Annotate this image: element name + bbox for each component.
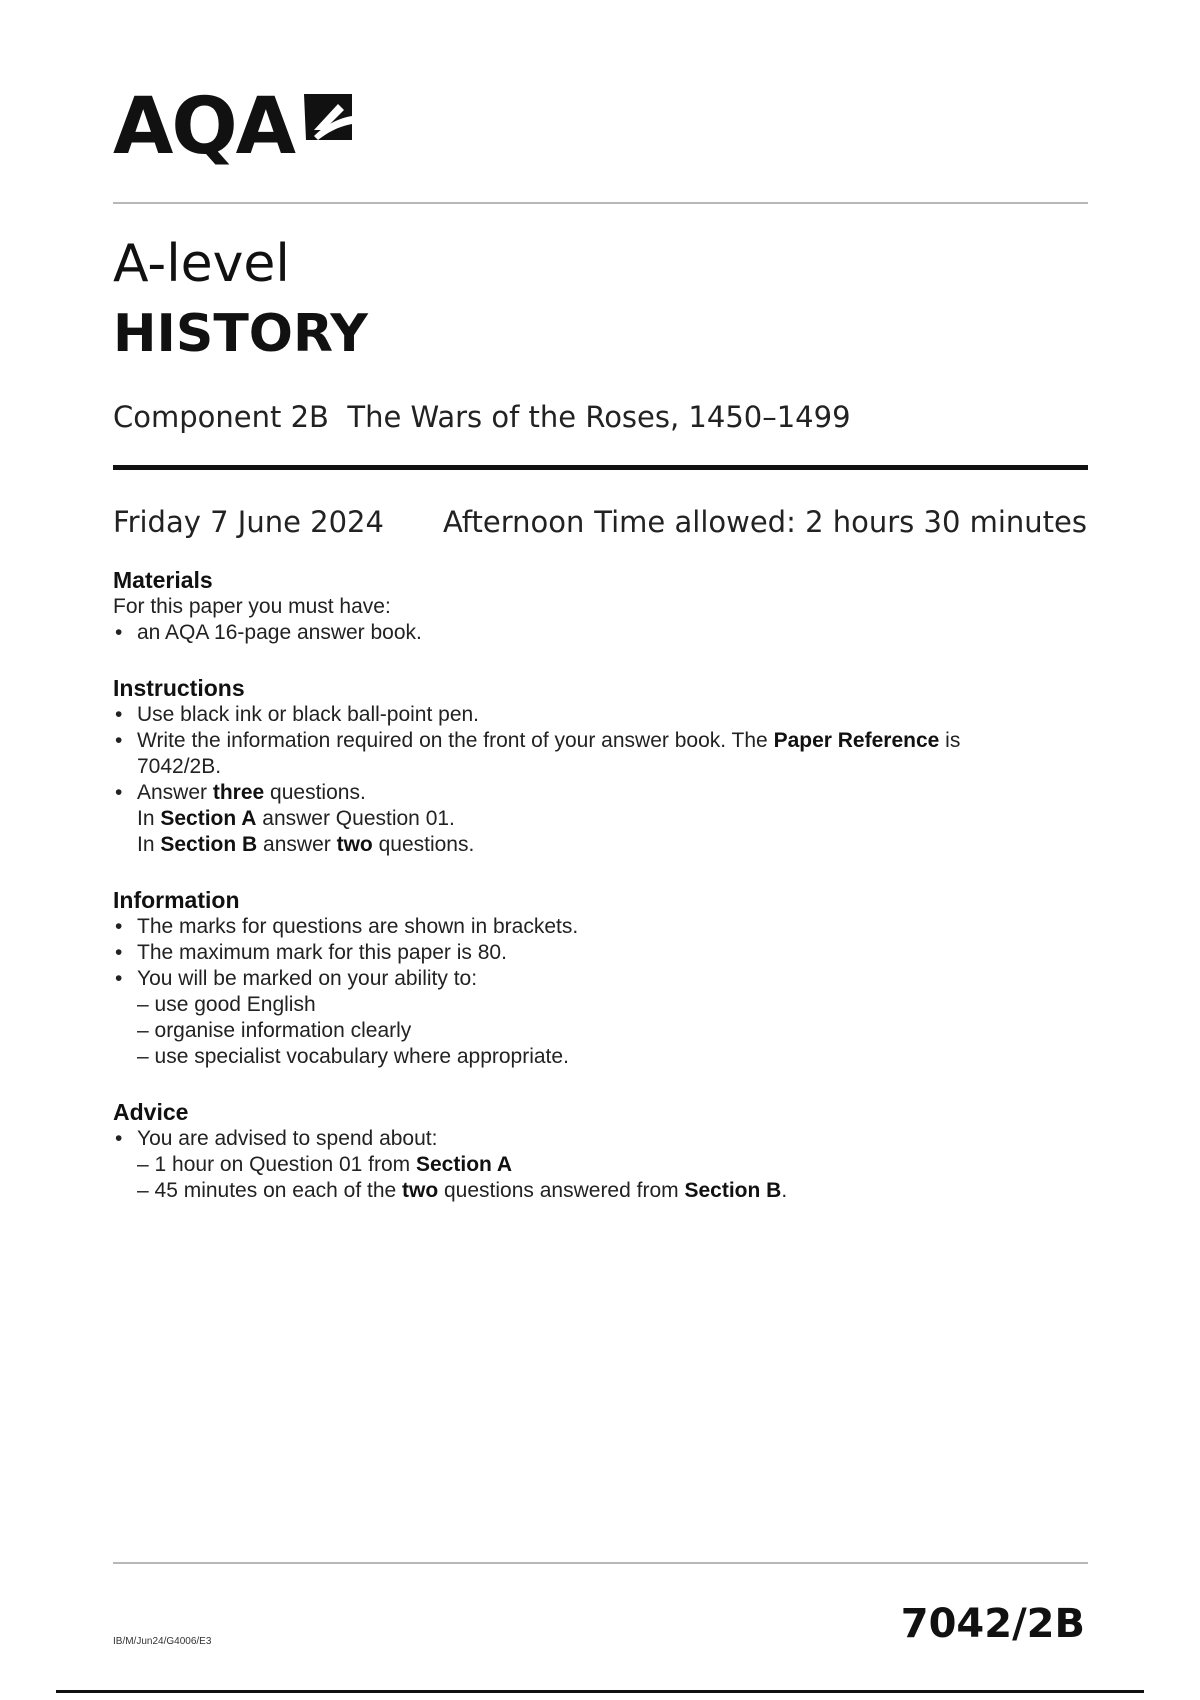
advice-heading: Advice [113,1099,189,1125]
document-reference: IB/M/Jun24/G4006/E3 [113,1636,212,1647]
section-a-label: Section A [416,1153,513,1176]
subject-title: HISTORY [113,304,368,364]
instruction-emphasis: three [212,781,265,804]
instruction-text: In [137,833,161,856]
paper-reference-value: 7042/2B. [137,755,222,778]
information-item-marks: • The marks for questions are shown in brackets. [113,914,1073,940]
instruction-text: questions. [372,833,475,856]
advice-sub-item-section-a [113,1152,1073,1178]
aqa-swoosh-icon [300,90,358,153]
footer-divider [113,1562,1088,1564]
information-sub-item: – use specialist vocabulary where appropriate. [137,1045,569,1068]
advice-section [113,1098,1073,1204]
time-allowed: Time allowed: 2 hours 30 minutes [594,505,1087,539]
advice-item: • You are advised to spend about: [113,1126,1073,1152]
instruction-text: In [137,807,161,830]
instruction-item-ink: • Use black ink or black ball-point pen. [113,702,1073,728]
materials-heading: Materials [113,567,213,593]
logo-text: AQA [113,82,295,172]
instruction-item-answer-three [113,780,1073,806]
qualification-level: A-level [113,234,290,294]
instruction-emphasis: two [336,833,373,856]
advice-sub-item-section-b [113,1178,1073,1204]
header-divider [113,202,1088,204]
advice-text: questions answered from [438,1179,685,1202]
title-divider [113,465,1088,470]
information-item-ability: • You will be marked on your ability to: [113,966,1073,992]
information-sub-item: – organise information clearly [137,1019,412,1042]
section-b-label: Section B [160,833,258,856]
instruction-section-b [113,832,1073,858]
materials-item: • an AQA 16-page answer book. [113,620,1073,646]
instruction-item-answer-book [113,728,1073,780]
information-sub-item: – use good English [137,993,316,1016]
section-b-label: Section B [684,1179,782,1202]
paper-reference-label: Paper Reference [773,729,940,752]
materials-intro: For this paper you must have: [113,595,391,618]
page-bottom-rule [56,1690,1144,1693]
instruction-text: is [939,729,961,752]
instruction-text: Answer [137,781,213,804]
advice-text: . [781,1179,788,1202]
aqa-logo [113,82,358,172]
exam-date: Friday 7 June 2024 [113,505,384,539]
instruction-text: Write the information required on the front of your answer book. The [137,729,774,752]
instruction-text: questions. [264,781,366,804]
information-heading: Information [113,887,240,913]
component-title: Component 2B The Wars of the Roses, 1450–1499 [113,400,851,434]
instructions-section [113,674,1073,858]
information-item-max-mark: • The maximum mark for this paper is 80. [113,940,1073,966]
information-section [113,886,1073,1070]
instruction-section-a [113,806,1073,832]
exam-session: Afternoon [443,505,585,539]
instructions-heading: Instructions [113,675,245,701]
advice-emphasis: two [402,1179,439,1202]
section-a-label: Section A [160,807,257,830]
advice-text: – 45 minutes on each of the [137,1179,403,1202]
advice-text: – 1 hour on Question 01 from [137,1153,416,1176]
instruction-text: answer Question 01. [256,807,455,830]
paper-code: 7042/2B [900,1601,1085,1647]
instruction-text: answer [257,833,337,856]
materials-section [113,566,1073,646]
